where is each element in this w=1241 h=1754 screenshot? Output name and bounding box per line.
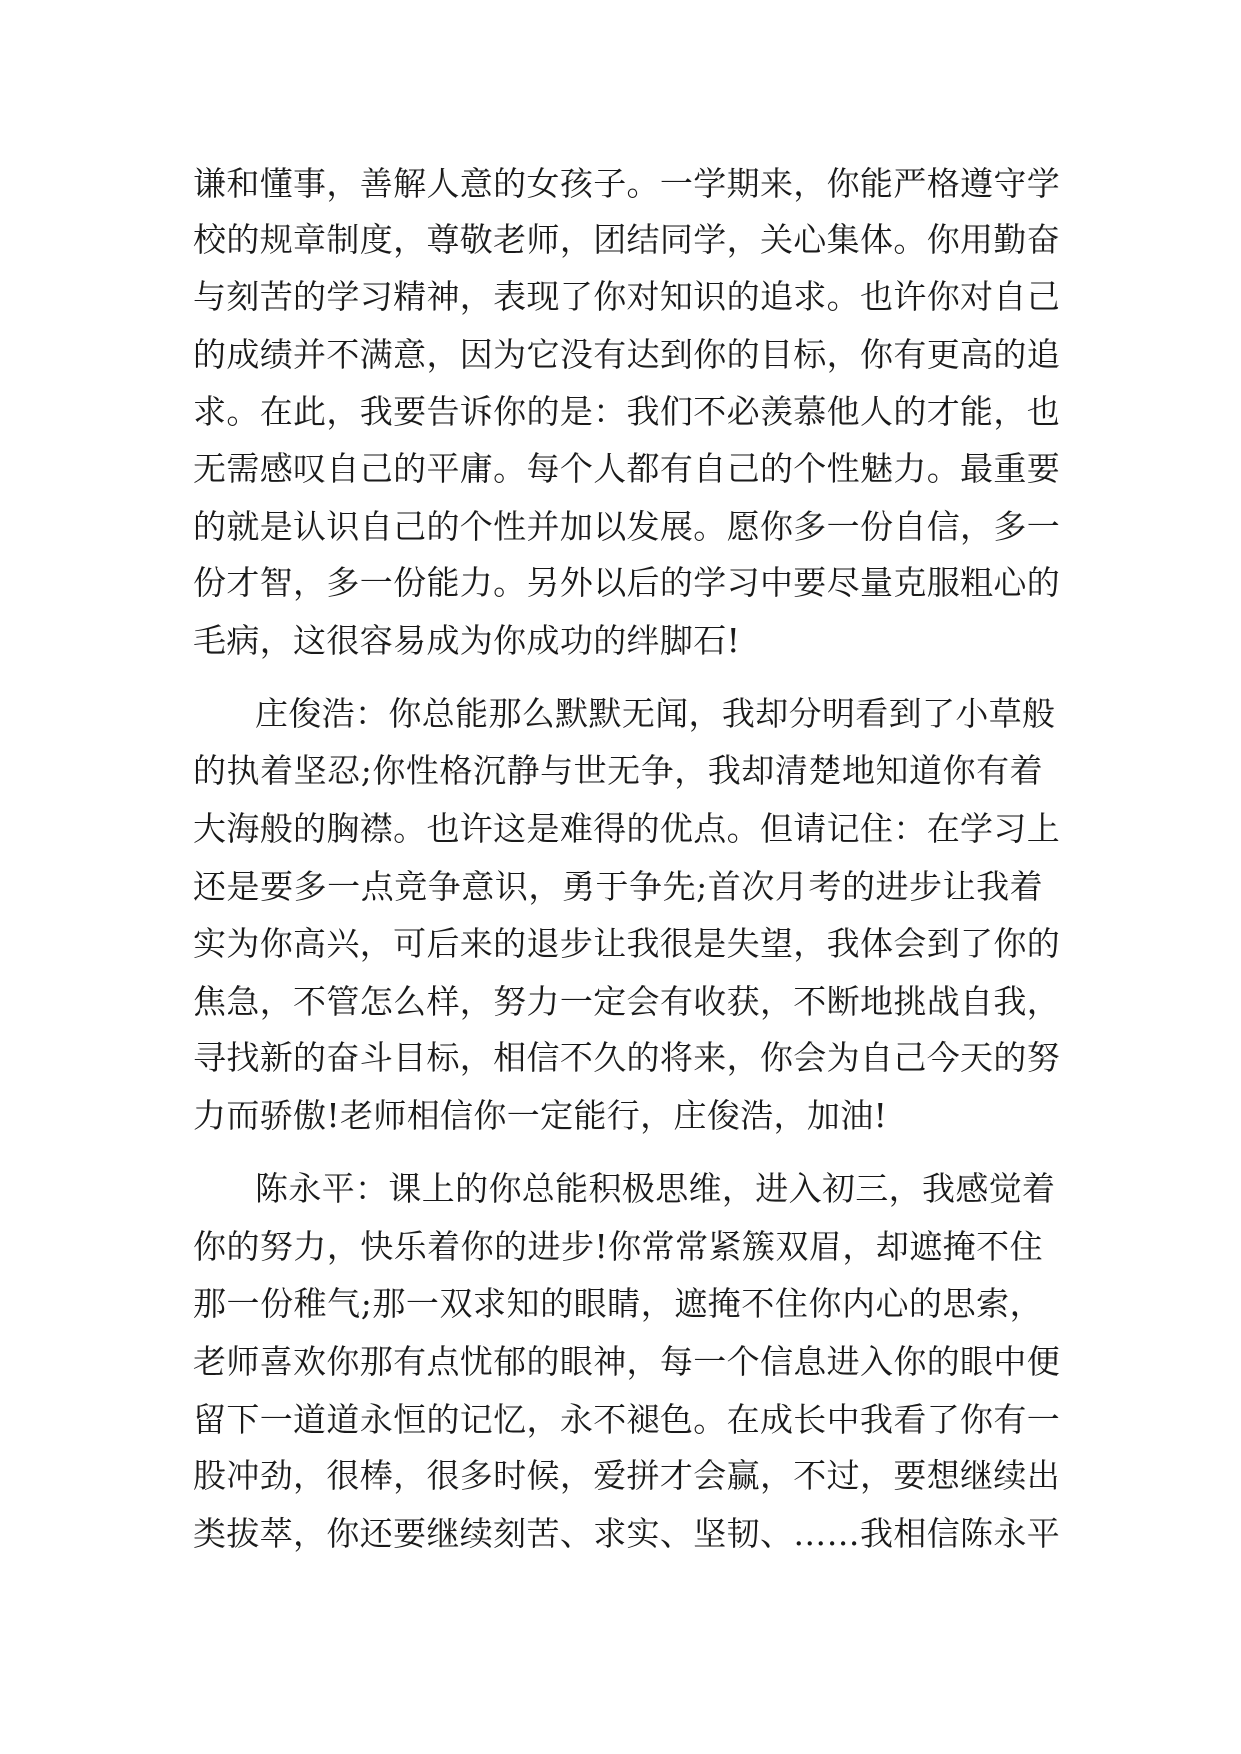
text-line: 大海般的胸襟。也许这是难得的优点。但请记住：在学习上 (193, 809, 1061, 848)
text-line: 与刻苦的学习精神，表现了你对知识的追求。也许你对自己 (193, 277, 1061, 316)
text-line: 谦和懂事，善解人意的女孩子。一学期来，你能严格遵守学 (193, 164, 1061, 203)
text-line: 留下一道道永恒的记忆，永不褪色。在成长中我看了你有一 (193, 1400, 1061, 1439)
text-line: 校的规章制度，尊敬老师，团结同学，关心集体。你用勤奋 (193, 220, 1061, 259)
text-line: 的成绩并不满意，因为它没有达到你的目标，你有更高的追 (193, 335, 1061, 374)
text-line: 的执着坚忍;你性格沉静与世无争，我却清楚地知道你有着 (193, 751, 1043, 790)
text-line: 焦急，不管怎么样，努力一定会有收获，不断地挑战自我， (193, 982, 1061, 1021)
text-line: 求。在此，我要告诉你的是：我们不必羡慕他人的才能，也 (193, 392, 1061, 431)
text-line: 你的努力，快乐着你的进步!你常常紧簇双眉，却遮掩不住 (193, 1227, 1043, 1266)
text-line: 的就是认识自己的个性并加以发展。愿你多一份自信，多一 (193, 507, 1061, 546)
paragraph-first-line: 陈永平：课上的你总能积极思维，进入初三，我感觉着 (255, 1169, 1056, 1208)
text-line: 股冲劲，很棒，很多时候，爱拼才会赢，不过，要想继续出 (193, 1456, 1061, 1495)
text-line: 类拔萃，你还要继续刻苦、求实、坚韧、……我相信陈永平 (193, 1514, 1061, 1553)
paragraph-first-line: 庄俊浩：你总能那么默默无闻，我却分明看到了小草般 (255, 694, 1056, 733)
text-line: 实为你高兴，可后来的退步让我很是失望，我体会到了你的 (193, 924, 1061, 963)
text-line: 份才智，多一份能力。另外以后的学习中要尽量克服粗心的 (193, 563, 1061, 602)
paragraph-last-line: 毛病，这很容易成为你成功的绊脚石! (193, 621, 741, 660)
text-line: 还是要多一点竞争意识，勇于争先;首次月考的进步让我着 (193, 867, 1043, 906)
text-line: 老师喜欢你那有点忧郁的眼神，每一个信息进入你的眼中便 (193, 1342, 1061, 1381)
text-line: 无需感叹自己的平庸。每个人都有自己的个性魅力。最重要 (193, 449, 1061, 488)
paragraph-last-line: 力而骄傲!老师相信你一定能行，庄俊浩，加油! (193, 1096, 888, 1135)
text-line: 寻找新的奋斗目标，相信不久的将来，你会为自己今天的努 (193, 1038, 1061, 1077)
text-line: 那一份稚气;那一双求知的眼睛，遮掩不住你内心的思索， (193, 1284, 1043, 1323)
